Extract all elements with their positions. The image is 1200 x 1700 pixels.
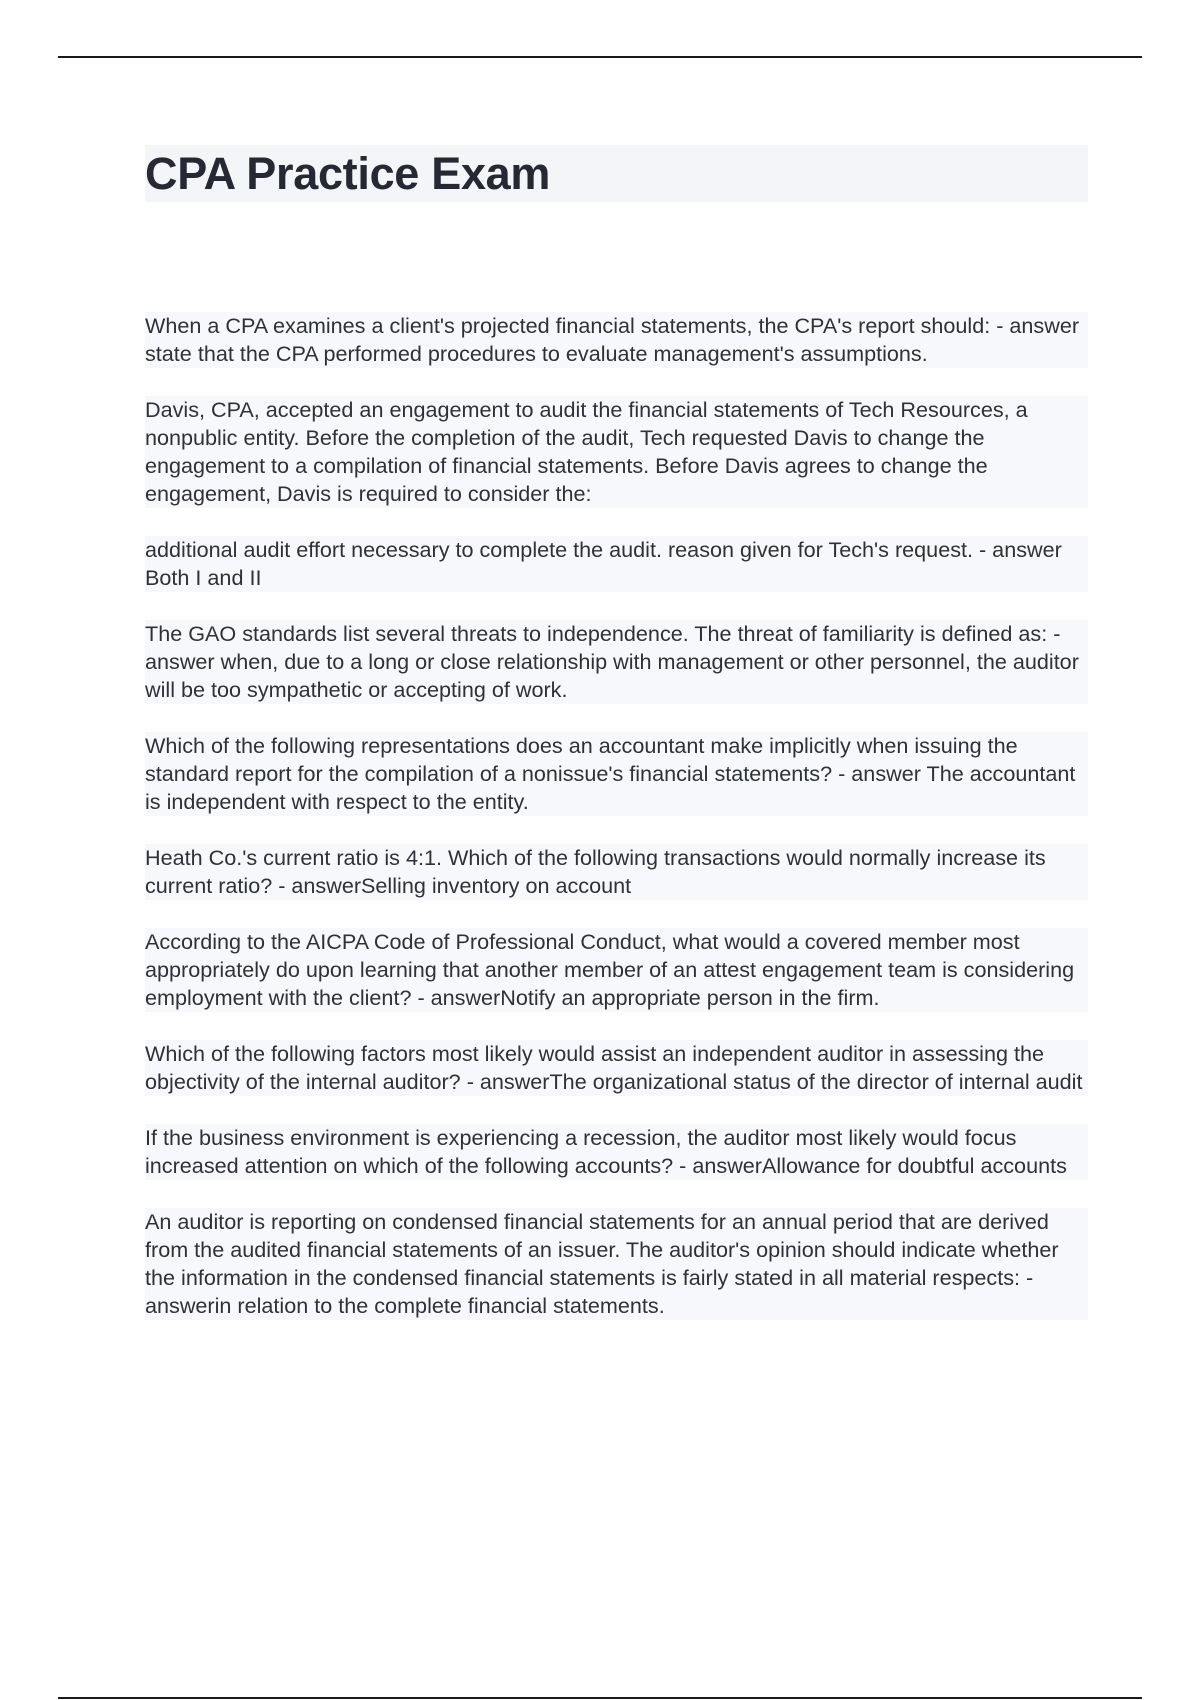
page-title: CPA Practice Exam: [145, 148, 551, 199]
qa-item-1: When a CPA examines a client's projected financial statements, the CPA's report should: - answer state that the CPA performed procedures to evaluate management's assumptions.: [145, 312, 1088, 368]
qa-item-3-line-1: additional audit effort necessary to complete the audit.: [145, 537, 662, 562]
qa-item-6: Heath Co.'s current ratio is 4:1. Which of the following transactions would normally increase its current ratio? - answerSelling inventory on account: [145, 844, 1088, 900]
qa-item-3: [145, 536, 1088, 592]
qa-item-8: Which of the following factors most likely would assist an independent auditor in assessing the objectivity of the internal auditor? - answerThe organizational status of the director of internal audit: [145, 1040, 1088, 1096]
qa-item-7: According to the AICPA Code of Professional Conduct, what would a covered member most appropriately do upon learning that another member of an attest engagement team is considering employment with the client? - answerNotify an appropriate person in the firm.: [145, 928, 1088, 1012]
qa-item-2: Davis, CPA, accepted an engagement to audit the financial statements of Tech Resources, a nonpublic entity. Before the completion of the audit, Tech requested Davis to change the engagement to a compilation of financial statements. Before Davis agrees to change the engagement, Davis is required to consider the:: [145, 396, 1088, 508]
bottom-divider: [58, 1697, 1142, 1699]
qa-list: [145, 312, 1088, 1348]
qa-item-3-line-2: reason given for Tech's request. - answer Both I and II: [145, 537, 1062, 590]
qa-item-10: An auditor is reporting on condensed financial statements for an annual period that are derived from the audited financial statements of an issuer. The auditor's opinion should indicate whether the information in the condensed financial statements is fairly stated in all material respects: - answerin relation to the complete financial statements.: [145, 1208, 1088, 1320]
qa-item-9: If the business environment is experiencing a recession, the auditor most likely would focus increased attention on which of the following accounts? - answerAllowance for doubtful accounts: [145, 1124, 1088, 1180]
qa-item-5: Which of the following representations does an accountant make implicitly when issuing the standard report for the compilation of a nonissue's financial statements? - answer The accountant is independent with respect to the entity.: [145, 732, 1088, 816]
qa-item-4: The GAO standards list several threats to independence. The threat of familiarity is defined as: - answer when, due to a long or close relationship with management or other personnel, the auditor will be too sympathetic or accepting of work.: [145, 620, 1088, 704]
top-divider: [58, 56, 1142, 58]
